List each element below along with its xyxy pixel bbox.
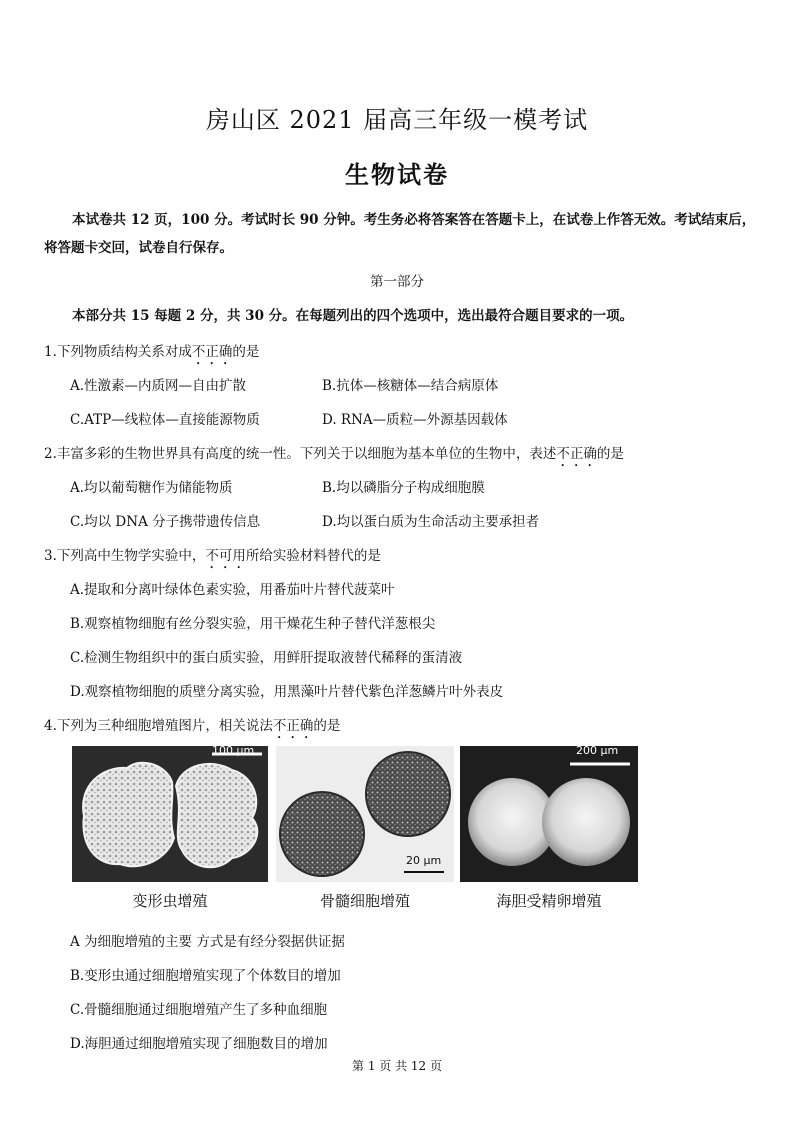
q3-option-c: C.检测生物组织中的蛋白质实验，用鲜肝提取液替代稀释的蛋清液 bbox=[70, 650, 463, 666]
emphasis: 不正确 bbox=[272, 718, 314, 734]
amoeba-division-photo bbox=[72, 746, 268, 882]
q4-option-b: B.变形虫通过细胞增殖实现了个体数目的增加 bbox=[70, 968, 341, 984]
instructions-line-1: 本试卷共 12 页，100 分。考试时长 90 分钟。考生务必将答案答在答题卡上，在试卷上作答无效。考试结束后， bbox=[72, 212, 756, 228]
q3-option-a: A.提取和分离叶绿体色素实验，用番茄叶片替代菠菜叶 bbox=[70, 582, 395, 598]
question-4-stem: 4.下列为三种细胞增殖图片，相关说法不正确的是 bbox=[44, 718, 341, 734]
question-2-stem: 2.丰富多彩的生物世界具有高度的统一性。下列关于以细胞为基本单位的生物中，表述不正确的是 bbox=[44, 446, 624, 462]
amoeba-image bbox=[72, 746, 268, 882]
exam-title: 房山区 2021 届高三年级一模考试 bbox=[205, 106, 589, 134]
emphasis: 不正确 bbox=[556, 446, 597, 462]
q1-option-a: A.性激素—内质网—自由扩散 bbox=[70, 378, 247, 394]
page-footer: 第 1 页 共 12 页 bbox=[352, 1059, 442, 1073]
q2-option-b: B.均以磷脂分子构成细胞膜 bbox=[322, 480, 485, 496]
q4-option-a: A 为细胞增殖的主要 方式是有经分裂据供证据 bbox=[70, 934, 345, 950]
scale-label: 200 μm bbox=[576, 746, 619, 757]
question-1-stem: 1.下列物质结构关系对成不正确的是 bbox=[44, 344, 260, 360]
sea-urchin-image bbox=[460, 746, 638, 882]
part-intro: 本部分共 15 每题 2 分，共 30 分。在每题列出的四个选项中，选出最符合题目要求的一项。 bbox=[72, 308, 634, 324]
caption-amoeba: 变形虫增殖 bbox=[132, 892, 208, 910]
question-3-stem: 3.下列高中生物学实验中，不可用所给实验材料替代的是 bbox=[44, 548, 381, 564]
q4-option-d: D.海胆通过细胞增殖实现了细胞数目的增加 bbox=[70, 1036, 328, 1052]
emphasis: 不正确 bbox=[191, 344, 233, 360]
part-title: 第一部分 bbox=[370, 274, 424, 290]
q1-option-d: D. RNA—质粒—外源基因载体 bbox=[322, 412, 508, 428]
scale-label: 100 μm bbox=[212, 746, 255, 757]
q1-option-c: C.ATP—线粒体—直接能源物质 bbox=[70, 412, 260, 428]
q4-option-c: C.骨髓细胞通过细胞增殖产生了多种血细胞 bbox=[70, 1002, 328, 1018]
caption-sea-urchin: 海胆受精卵增殖 bbox=[496, 892, 602, 910]
sea-urchin-division-photo bbox=[460, 746, 638, 882]
scale-label: 20 μm bbox=[406, 854, 442, 867]
caption-bone-marrow: 骨髓细胞增殖 bbox=[319, 892, 410, 910]
q1-option-b: B.抗体—核糖体—结合病原体 bbox=[322, 378, 499, 394]
q2-option-c: C.均以 DNA 分子携带遗传信息 bbox=[70, 514, 261, 530]
exam-subtitle: 生物试卷 bbox=[345, 160, 449, 189]
q2-option-d: D.均以蛋白质为生命活动主要承担者 bbox=[322, 514, 540, 530]
bone-marrow-division-photo bbox=[276, 746, 454, 882]
q3-option-d: D.观察植物细胞的质壁分离实验，用黑藻叶片替代紫色洋葱鳞片叶外表皮 bbox=[70, 684, 504, 700]
emphasis: 不可用 bbox=[205, 548, 246, 564]
q2-option-a: A.均以葡萄糖作为储能物质 bbox=[70, 480, 233, 496]
q3-option-b: B.观察植物细胞有丝分裂实验，用干燥花生种子替代洋葱根尖 bbox=[70, 616, 436, 632]
instructions-line-2: 将答题卡交回，试卷自行保存。 bbox=[44, 240, 233, 256]
